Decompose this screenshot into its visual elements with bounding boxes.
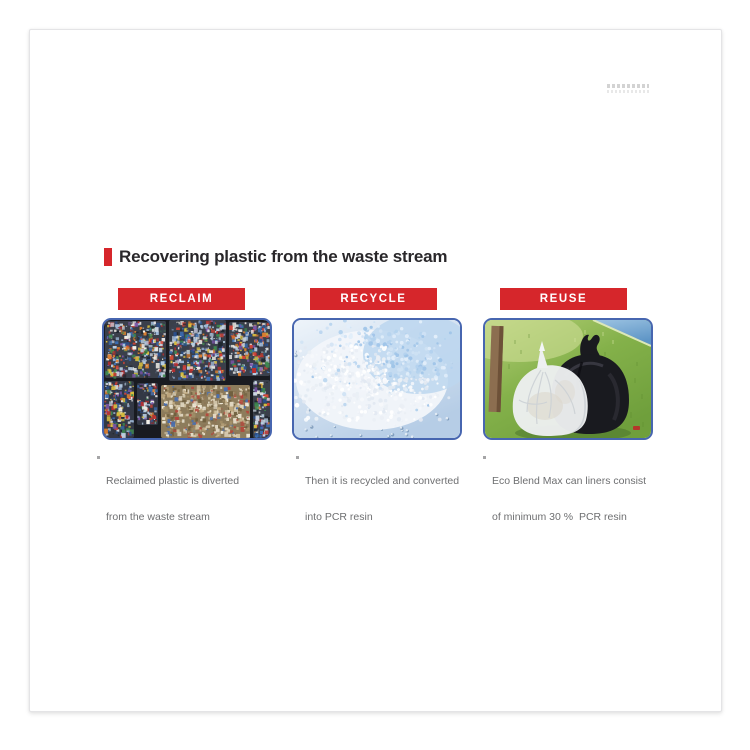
caption-line: Eco Blend Max can liners consist [492,475,647,487]
watermark-mark-row [607,84,649,88]
bales-of-plastic-image [104,320,270,438]
caption-reclaim [97,451,287,547]
reuse-photo [483,318,653,440]
trash-bags-on-grass-image [485,320,651,438]
caption-line: of minimum 30 % PCR resin [492,511,627,523]
recycle-photo [292,318,462,440]
caption-recycle [296,451,486,547]
section-title-row [104,247,447,267]
red-ground-speck [633,426,640,430]
caption-line: from the waste stream [106,511,210,523]
caption-line: Then it is recycled and converted [305,475,460,487]
caption-line: into PCR resin [305,511,373,523]
caption-reuse [483,451,673,547]
page-title: Recovering plastic from the waste stream [119,247,448,266]
banner-recycle: RECYCLE [310,288,437,310]
caption-line: Reclaimed plastic is diverted [106,475,240,487]
banner-reuse: REUSE [500,288,627,310]
banner-reclaim: RECLAIM [118,288,245,310]
caption-bullet-icon [97,456,100,459]
faint-brand-watermark [607,84,649,93]
watermark-mark-row [607,90,649,93]
caption-bullet-icon [296,456,299,459]
reclaim-photo [102,318,272,440]
resin-pellets-image [294,320,460,438]
caption-bullet-icon [483,456,486,459]
red-square-bullet-icon [104,248,112,266]
